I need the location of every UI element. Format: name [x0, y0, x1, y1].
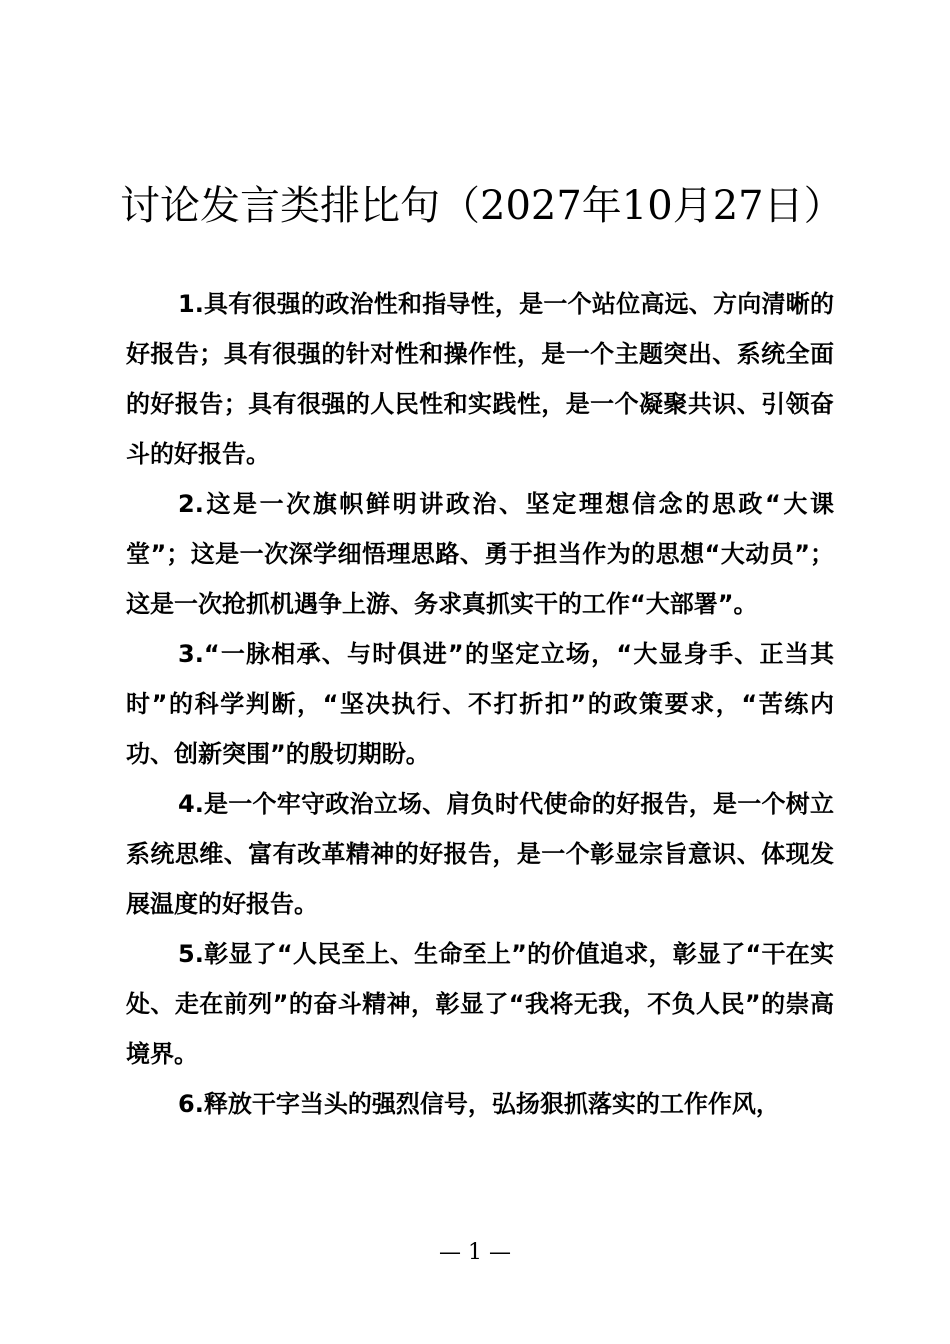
page-number: — 1 —	[439, 1240, 511, 1265]
document-body	[126, 279, 834, 1129]
paragraph-6: 6.释放干字当头的强烈信号，弘扬狠抓落实的工作作风，	[178, 1090, 780, 1118]
document-title: 讨论发言类排比句（2027年10月27日）	[120, 183, 844, 229]
paragraph-4: 4.是一个牢守政治立场、肩负时代使命的好报告，是一个树立系统思维、富有改革精神的好报告，是一个彰显宗旨意识、体现发展温度的好报告。	[126, 790, 834, 918]
paragraph-5: 5.彰显了“人民至上、生命至上”的价值追求，彰显了“干在实处、走在前列”的奋斗精神，彰显了“我将无我，不负人民”的崇高境界。	[126, 940, 834, 1068]
paragraph-1: 1.具有很强的政治性和指导性，是一个站位高远、方向清晰的好报告；具有很强的针对性和操作性，是一个主题突出、系统全面的好报告；具有很强的人民性和实践性，是一个凝聚共识、引领奋斗的好报告。	[126, 290, 834, 468]
paragraph-3: 3.“一脉相承、与时俱进”的坚定立场，“大显身手、正当其时”的科学判断，“坚决执行、不打折扣”的政策要求，“苦练内功、创新突围”的殷切期盼。	[126, 640, 834, 768]
paragraph-2: 2.这是一次旗帜鲜明讲政治、坚定理想信念的思政“大课堂”；这是一次深学细悟理思路、勇于担当作为的思想“大动员”；这是一次抢抓机遇争上游、务求真抓实干的工作“大部署”。	[126, 490, 834, 618]
